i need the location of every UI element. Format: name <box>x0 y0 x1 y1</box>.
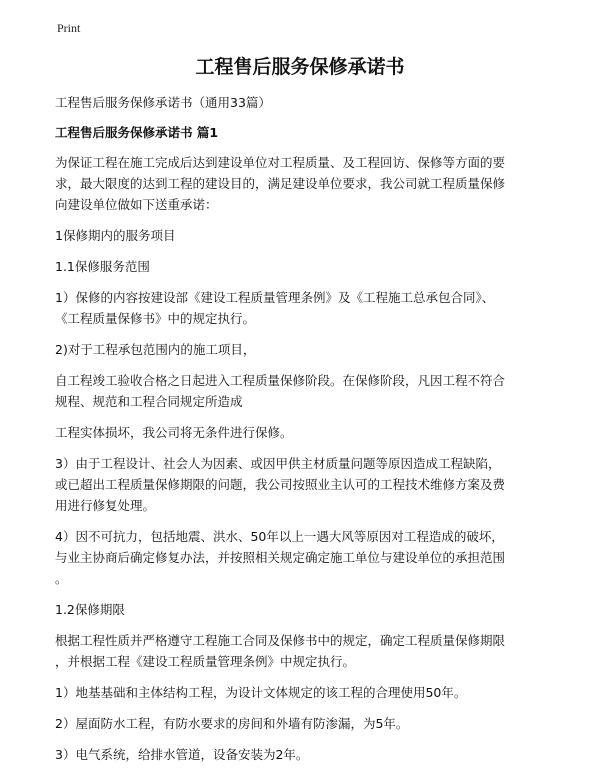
paragraph-item-1: 1）保修的内容按建设部《建设工程质量管理条例》及《工程施工总承包合同》、 《工程质量保修书》中的规定执行。 <box>55 290 495 326</box>
paragraph-heading-warranty-period: 1.2保修期限 <box>55 602 125 617</box>
paragraph-intro: 为保证工程在施工完成后达到建设单位对工程质量、及工程回访、保修等方面的要 求，最大限度的达到工程的建设目的，满足建设单位要求，我公司就工程质量保修 向建设单位做如下送重承诺： <box>55 155 506 212</box>
paragraph-warranty-stage: 自工程竣工验收合格之日起进入工程质量保修阶段。在保修阶段，凡因工程不符合 规程、规范和工程合同规定所造成 <box>55 373 506 409</box>
paragraph-heading-service-items: 1保修期内的服务项目 <box>55 228 176 243</box>
document-subtitle: 工程售后服务保修承诺书（通用33篇） <box>55 95 271 110</box>
paragraph-period-1: 1）地基基础和主体结构工程，为设计文体规定的该工程的合理使用50年。 <box>55 685 467 700</box>
paragraph-item-4: 4）因不可抗力，包括地震、洪水、50年以上一遇大风等原因对工程造成的破坏， 与业主协商后确定修复办法，并按照相关规定确定施工单位与建设单位的承担范围 。 <box>55 529 506 586</box>
paragraph-item-3: 3）由于工程设计、社会人为因素、或因甲供主材质量问题等原因造成工程缺陷， 或已超出工程质量保修期限的问题，我公司按照业主认可的工程技术维修方案及费 用进行修复处理。 <box>55 456 506 513</box>
document-title: 工程售后服务保修承诺书 <box>195 56 405 78</box>
paragraph-period-2: 2）屋面防水工程，有防水要求的房间和外墙有防渗漏，为5年。 <box>55 716 409 731</box>
paragraph-period-3: 3）电气系统，给排水管道，设备安装为2年。 <box>55 747 309 762</box>
paragraph-item-2: 2)对于工程承包范围内的施工项目， <box>55 342 256 357</box>
document-body <box>55 92 555 775</box>
paragraph-warranty-basis: 根据工程性质并严格遵守工程施工合同及保修书中的规定，确定工程质量保修期限 ，并根据工程《建设工程质量管理条例》中规定执行。 <box>55 633 506 669</box>
print-label[interactable]: Print <box>57 21 81 35</box>
paragraph-unconditional-repair: 工程实体损坏，我公司将无条件进行保修。 <box>55 425 293 440</box>
paragraph-heading-service-scope: 1.1保修服务范围 <box>55 259 150 274</box>
section-heading: 工程售后服务保修承诺书 篇1 <box>55 125 219 140</box>
